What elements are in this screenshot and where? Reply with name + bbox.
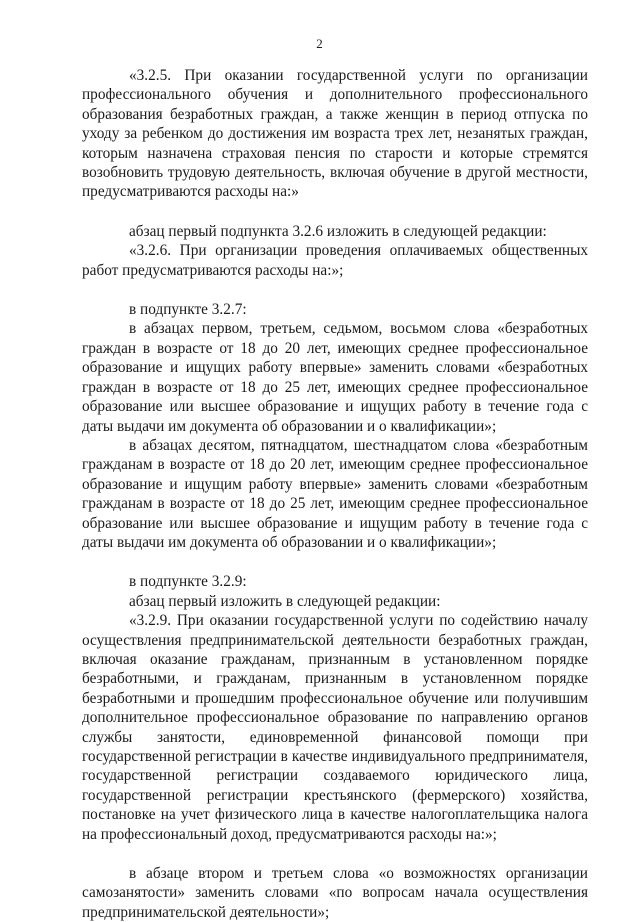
- paragraph-gap: [82, 844, 588, 864]
- paragraph-3-2-6: «3.2.6. При организации проведения оплачиваемых общественных работ предусматриваются расходы на:»;: [82, 242, 588, 279]
- paragraph-gap: [82, 552, 588, 572]
- paragraph-intro-3-2-7: в подпункте 3.2.7:: [129, 301, 247, 319]
- paragraph-intro-3-2-6: абзац первый подпункта 3.2.6 изложить в следующей редакции:: [129, 222, 547, 240]
- document-body: [82, 66, 588, 922]
- paragraph-3-2-5: «3.2.5. При оказании государственной услуги по организации профессионального обучения и дополнительного профессионального образования безработных граждан, а также женщин в период отпуска по уходу за ребенком до достижения им возраста трех лет, незанятых граждан, которым назначена страховая пенсия по старости и которые стремятся возобновить трудовую деятельность, включая обучение в другой местности, предусматриваются расходы на:»: [82, 67, 588, 201]
- paragraph-intro-3-2-9: в подпункте 3.2.9:: [129, 573, 247, 591]
- paragraph-gap: [82, 202, 588, 222]
- paragraph-abzac-second-third: в абзаце втором и третьем слова «о возможностях организации самозанятости» заменить словами «по вопросам начала осуществления предпринимательской деятельности»;: [82, 865, 588, 921]
- paragraph-3-2-9: «3.2.9. При оказании государственной услуги по содействию началу осуществления предпринимательской деятельности безработных граждан, включая оказание гражданам, признанным в установленном порядке безработными, и гражданам, признанным в установленном порядке безработными и прошедшим профессиональное обучение или получившим дополнительное профессиональное образование по направлению органов службы занятости, единовременной финансовой помощи при государственной регистрации в качестве индивидуального предпринимателя, государственной регистрации создаваемого юридического лица, государственной регистрации крестьянского (фермерского) хозяйства, постановке на учет физического лица в качестве налогоплательщика налога на профессиональный доход, предусматриваются расходы на:»;: [82, 612, 588, 843]
- paragraph-3-2-7-second: в абзацах десятом, пятнадцатом, шестнадцатом слова «безработным гражданам в возрасте от 18 до 20 лет, имеющим среднее профессиональное образование и ищущим работу впервые» заменить словами «безработным гражданам в возрасте от 18 до 25 лет, имеющим среднее профессиональное образование или высшее образование и ищущим работу в течение года с даты выдачи им документа об образовании и о квалификации»;: [82, 436, 588, 551]
- paragraph-3-2-7-first: в абзацах первом, третьем, седьмом, восьмом слова «безработных граждан в возрасте от 18 до 20 лет, имеющих среднее профессиональное образование и ищущих работу впервые» заменить словами «безработных граждан в возрасте от 18 до 25 лет, имеющих среднее профессиональное образование или высшее образование и ищущих работу в течение года с даты выдачи им документа об образовании и о квалификации»;: [82, 320, 588, 435]
- paragraph-3-2-9-instruction: абзац первый изложить в следующей редакции:: [129, 592, 441, 610]
- page-number: 2: [316, 36, 323, 51]
- paragraph-gap: [82, 280, 588, 300]
